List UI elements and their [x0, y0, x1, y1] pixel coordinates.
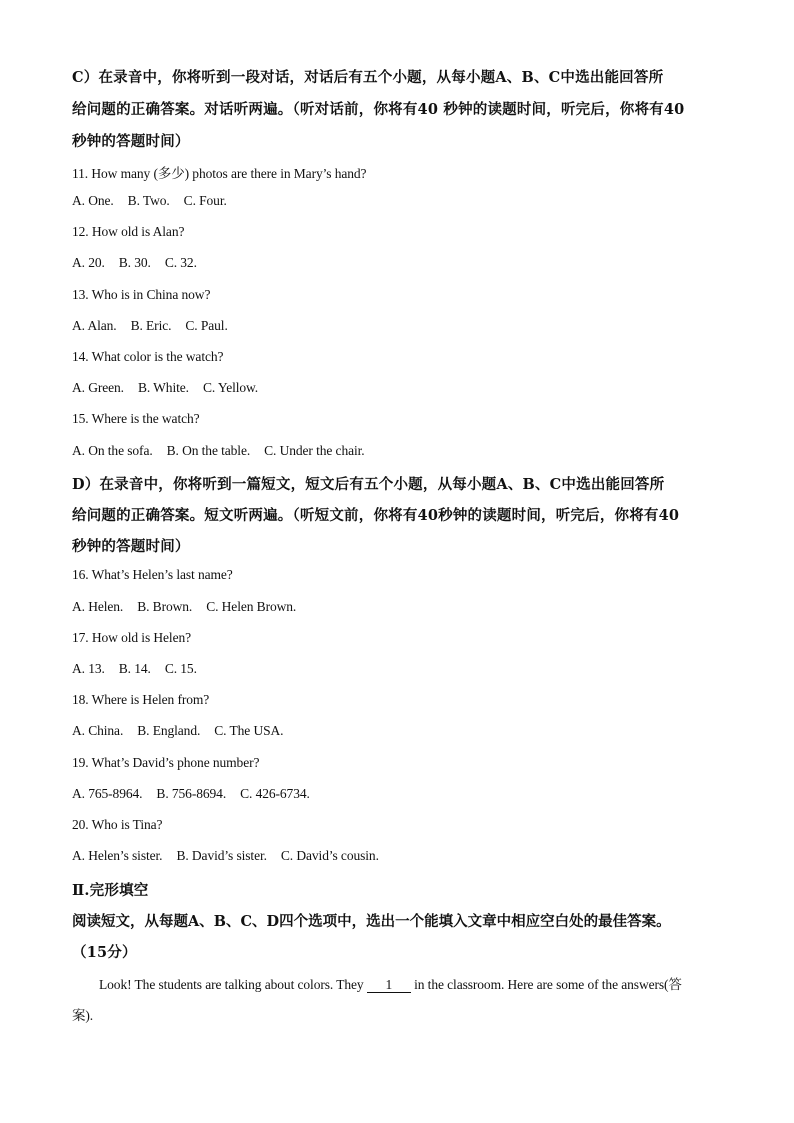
section-c-instruction-line2: 给问题的正确答案。对话听两遍。（听对话前，你将有40 秒钟的读题时间，听完后，你将有40: [72, 101, 685, 118]
question-17-stem: 17. How old is Helen?: [72, 630, 192, 645]
part-2-instruction-line1: 阅读短文，从每题A、B、C、D四个选项中，选出一个能填入文章中相应空白处的最佳答案。: [72, 913, 671, 930]
question-15-options: [72, 443, 379, 459]
option-c: C. Paul.: [185, 318, 228, 333]
option-c: C. Under the chair.: [264, 443, 365, 458]
part-2-heading: Ⅱ.完形填空: [72, 882, 149, 899]
question-18-options: [72, 723, 297, 739]
option-c: C. 15.: [164, 661, 197, 676]
passage-line1: [99, 973, 682, 993]
option-a: A. China.: [72, 723, 124, 738]
option-b: B. 30.: [118, 255, 151, 270]
option-c: C. The USA.: [214, 723, 284, 738]
question-14-options: [72, 380, 272, 396]
option-a: A. Alan.: [72, 318, 117, 333]
option-b: B. Eric.: [130, 318, 172, 333]
option-b: B. Two.: [127, 193, 170, 208]
option-c: C. 32.: [164, 255, 197, 270]
option-b: B. Brown.: [137, 599, 193, 614]
question-19-stem: 19. What’s David’s phone number?: [72, 755, 260, 770]
question-17-options: [72, 661, 211, 677]
section-d-instruction-line2: 给问题的正确答案。短文听两遍。（听短文前，你将有40秒钟的读题时间，听完后，你将有40: [72, 507, 680, 524]
option-b: B. England.: [137, 723, 201, 738]
passage-text-after-blank: in the classroom. Here are some of the answers(答: [410, 977, 682, 992]
option-b: B. White.: [137, 380, 189, 395]
question-12-stem: 12. How old is Alan?: [72, 224, 185, 239]
question-14-stem: 14. What color is the watch?: [72, 349, 224, 364]
option-a: A. On the sofa.: [72, 443, 153, 458]
option-a: A. One.: [72, 193, 114, 208]
question-16-stem: 16. What’s Helen’s last name?: [72, 567, 233, 582]
option-b: B. 756-8694.: [156, 786, 227, 801]
option-c: C. Four.: [183, 193, 227, 208]
option-c: C. Yellow.: [202, 380, 259, 395]
option-c: C. Helen Brown.: [206, 599, 297, 614]
option-a: A. 20.: [72, 255, 105, 270]
option-b: B. David’s sister.: [176, 848, 267, 863]
option-a: A. Helen’s sister.: [72, 848, 163, 863]
question-12-options: [72, 255, 211, 271]
question-18-stem: 18. Where is Helen from?: [72, 692, 210, 707]
part-2-instruction-line2: （15分）: [72, 944, 137, 961]
question-20-options: [72, 848, 393, 864]
option-c: C. 426-6734.: [240, 786, 310, 801]
section-c-instruction-line1: C）在录音中，你将听到一段对话，对话后有五个小题，从每小题A、B、C中选出能回答所: [72, 69, 664, 86]
option-b: B. 14.: [118, 661, 151, 676]
section-d-instruction-line3: 秒钟的答题时间）: [72, 538, 190, 555]
passage-text-before-blank: Look! The students are talking about colors. They: [99, 977, 367, 992]
option-c: C. David’s cousin.: [280, 848, 379, 863]
option-a: A. Helen.: [72, 599, 124, 614]
question-11-stem: 11. How many (多少) photos are there in Mary’s hand?: [72, 166, 367, 181]
question-15-stem: 15. Where is the watch?: [72, 411, 200, 426]
option-a: A. Green.: [72, 380, 124, 395]
section-d-instruction-line1: D）在录音中，你将听到一篇短文，短文后有五个小题，从每小题A、B、C中选出能回答所: [72, 476, 665, 493]
option-a: A. 765-8964.: [72, 786, 143, 801]
option-b: B. On the table.: [166, 443, 251, 458]
question-20-stem: 20. Who is Tina?: [72, 817, 163, 832]
section-c-instruction-line3: 秒钟的答题时间）: [72, 133, 190, 150]
blank-1: 1: [367, 978, 411, 993]
question-19-options: [72, 786, 324, 802]
question-13-options: [72, 318, 242, 334]
question-13-stem: 13. Who is in China now?: [72, 287, 211, 302]
question-11-options: [72, 193, 241, 209]
question-16-options: [72, 599, 310, 615]
passage-line2: 案).: [72, 1008, 94, 1023]
option-a: A. 13.: [72, 661, 105, 676]
